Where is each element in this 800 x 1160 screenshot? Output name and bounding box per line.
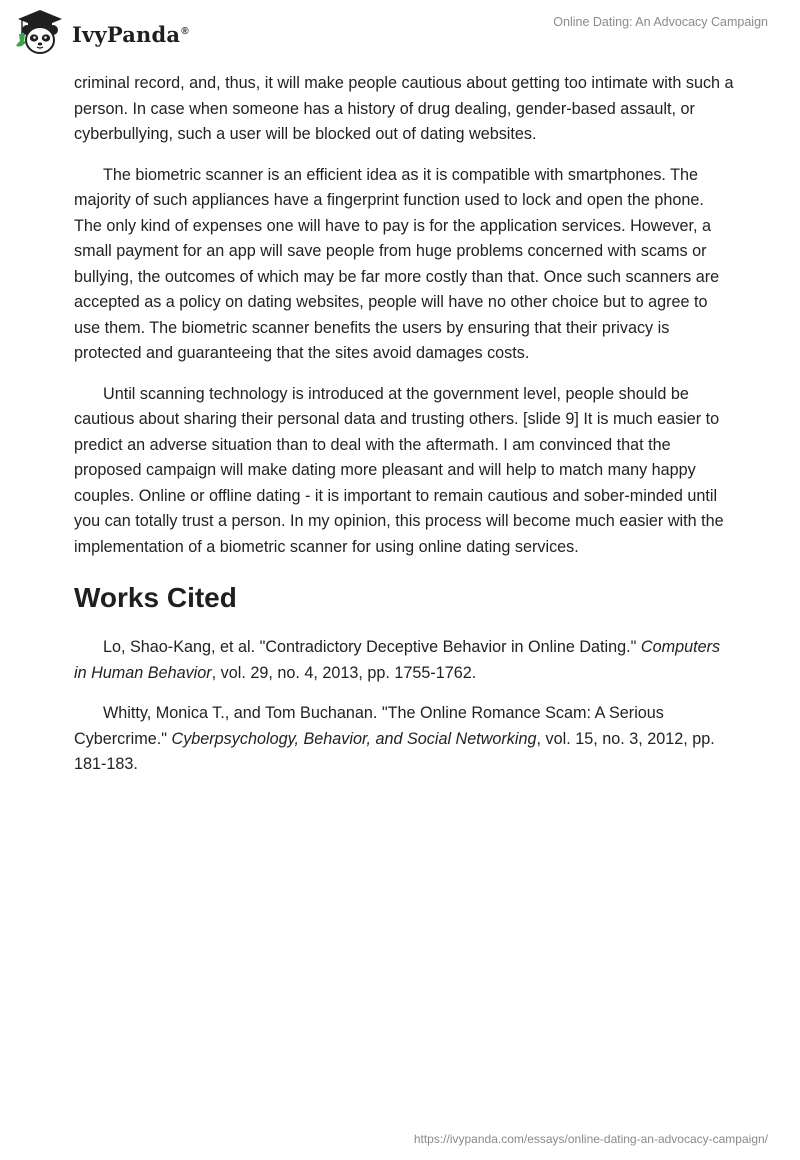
citation-journal: Computers in Human Behavior: [74, 638, 721, 682]
source-url-link[interactable]: https://ivypanda.com/essays/online-dating-an-advocacy-campaign/: [413, 1132, 768, 1146]
citation-journal: Cyberpsychology, Behavior, and Social Networking: [171, 729, 537, 748]
ivypanda-logo[interactable]: [14, 8, 189, 56]
body-paragraph: Until scanning technology is introduced at the government level, people should be cautious about sharing their personal data and trusting others. [slide 9] It is much easier to predict an adverse situation than to deal with the aftermath. I am convinced that the proposed campaign will make dating more pleasant and will help to match many happy couples. Online or offline dating - it is important to remain cautious and sober-minded until you can totally trust a person. In my opinion, this process will become much easier with the implementation of a biometric scanner for using online dating services.: [74, 384, 724, 556]
panda-graduation-cap-logo-icon: [14, 8, 66, 56]
essay-content: [74, 71, 734, 793]
document-title: Online Dating: An Advocacy Campaign: [553, 15, 768, 29]
body-paragraph: The biometric scanner is an efficient idea as it is compatible with smartphones. The majority of such appliances have a fingerprint function used to lock and open the phone. The only kind of expenses one will have to pay is for the application services. However, a small payment for an app will save people from huge problems concerned with scams or bullying, the outcomes of which may be far more costly than that. Once such scanners are accepted as a policy on dating websites, people will have no other choice but to agree to use them. The biometric scanner benefits the users by ensuring that their privacy is protected and guaranteeing that the sites avoid damages costs.: [74, 165, 720, 362]
citation-entry: Lo, Shao-Kang, et al. "Contradictory Deceptive Behavior in Online Dating." Computers in Human Behavior, vol. 29, no. 4, 2013, pp. 1755-1762.: [74, 638, 721, 682]
body-paragraph: criminal record, and, thus, it will make people cautious about getting too intimate with such a person. In case when someone has a history of drug dealing, gender-based assault, or cyberbullying, such a user will be blocked out of dating websites.: [74, 74, 734, 143]
page-header: [0, 0, 800, 60]
works-cited-heading: Works Cited: [74, 582, 237, 613]
brand-name: IvyPanda®: [72, 21, 189, 47]
citation-entry: Whitty, Monica T., and Tom Buchanan. "The Online Romance Scam: A Serious Cybercrime." Cyberpsychology, Behavior, and Social Networking, vol. 15, no. 3, 2012, pp. 181-183.: [74, 704, 715, 773]
